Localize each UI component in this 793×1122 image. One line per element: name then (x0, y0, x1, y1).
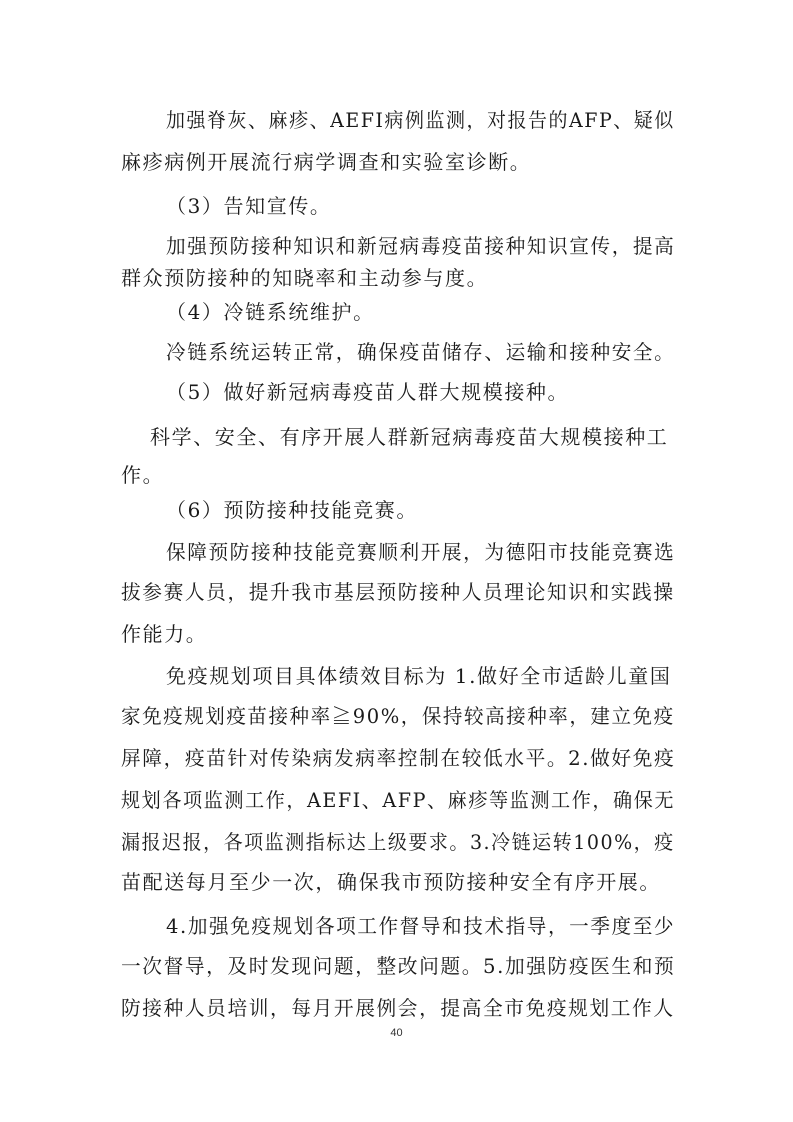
body-line: 保障预防接种技能竞赛顺利开展，为德阳市技能竞赛选 (166, 540, 676, 564)
body-line: 苗配送每月至少一次，确保我市预防接种安全有序开展。 (121, 870, 661, 894)
section-heading: （3）告知宣传。 (166, 194, 332, 218)
body-line: 群众预防接种的知晓率和主动参与度。 (121, 266, 489, 290)
body-line: 拔参赛人员，提升我市基层预防接种人员理论知识和实践操 (121, 580, 675, 604)
body-line: 4.加强免疫规划各项工作督导和技术指导，一季度至少 (166, 914, 676, 938)
body-line: 一次督导，及时发现问题，整改问题。5.加强防疫医生和预 (121, 954, 676, 978)
section-heading: （5）做好新冠病毒疫苗人群大规模接种。 (166, 380, 570, 404)
page-number: 40 (390, 1027, 403, 1039)
body-line: 免疫规划项目具体绩效目标为 1.做好全市适龄儿童国 (166, 664, 672, 688)
body-line: 科学、安全、有序开展人群新冠病毒疫苗大规模接种工 (150, 425, 669, 449)
body-line: 家免疫规划疫苗接种率≧90%，保持较高接种率，建立免疫 (121, 704, 675, 728)
body-line: 防接种人员培训，每月开展例会，提高全市免疫规划工作人 (121, 996, 675, 1020)
body-line: 作能力。 (121, 622, 208, 646)
section-heading: （4）冷链系统维护。 (166, 300, 375, 324)
body-line: 麻疹病例开展流行病学调查和实验室诊断。 (121, 150, 532, 174)
body-line: 屏障，疫苗针对传染病发病率控制在较低水平。2.做好免疫 (121, 746, 676, 770)
body-line: 规划各项监测工作，AEFI、AFP、麻疹等监测工作，确保无 (121, 788, 675, 812)
body-line: 冷链系统运转正常，确保疫苗储存、运输和接种安全。 (166, 340, 676, 364)
body-line: 作。 (121, 463, 165, 487)
section-heading: （6）预防接种技能竞赛。 (166, 498, 418, 522)
body-line: 加强预防接种知识和新冠病毒疫苗接种知识宣传，提高 (166, 234, 676, 258)
body-line: 漏报迟报，各项监测指标达上级要求。3.冷链运转100%，疫 (121, 830, 675, 854)
body-line: 加强脊灰、麻疹、AEFI病例监测，对报告的AFP、疑似 (166, 108, 675, 132)
